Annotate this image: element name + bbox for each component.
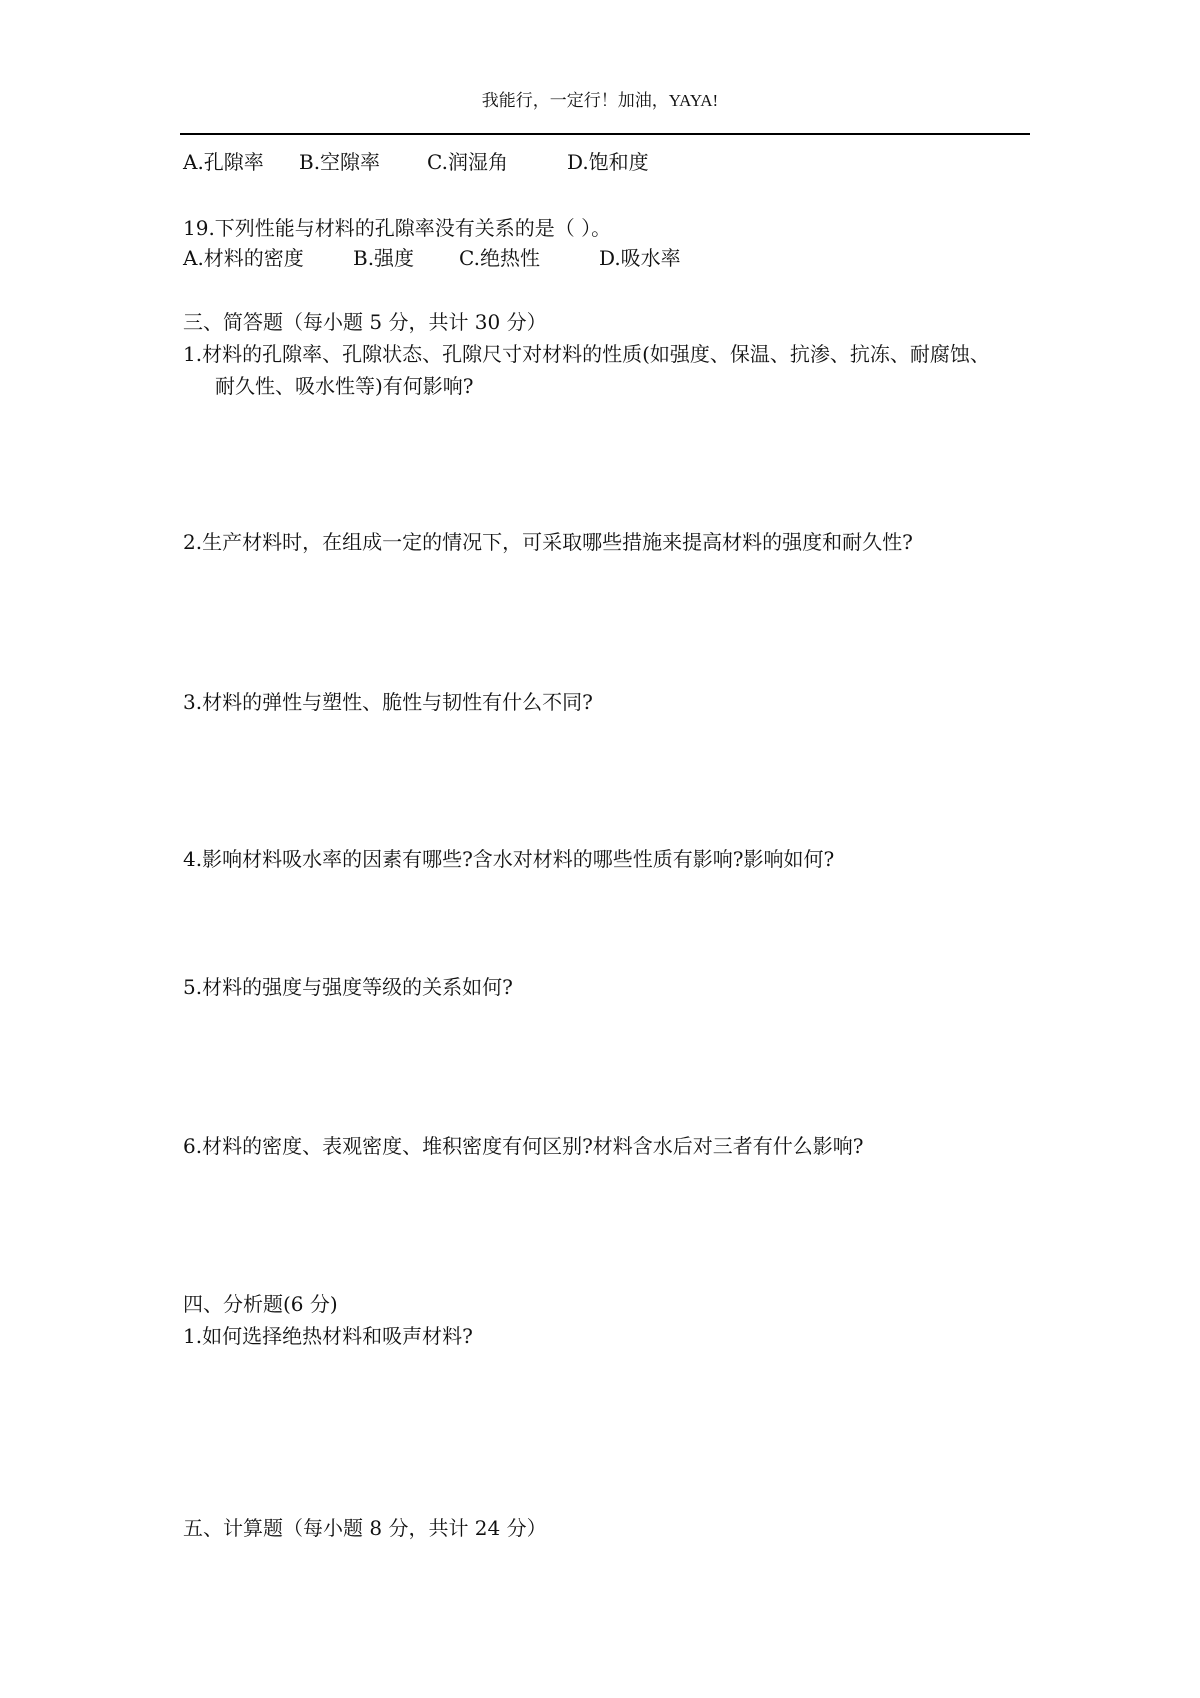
q19-option-a: A.材料的密度 bbox=[183, 246, 304, 270]
section3-title: 三、简答题（每小题 5 分，共计 30 分） bbox=[183, 310, 547, 334]
section3-q4: 4.影响材料吸水率的因素有哪些?含水对材料的哪些性质有影响?影响如何? bbox=[183, 847, 835, 871]
q19-option-b: B.强度 bbox=[353, 246, 415, 270]
section3-q1-line1: 1.材料的孔隙率、孔隙状态、孔隙尺寸对材料的性质(如强度、保温、抗渗、抗冻、耐腐蚀、 bbox=[183, 342, 990, 366]
section3-q2: 2.生产材料时，在组成一定的情况下，可采取哪些措施来提高材料的强度和耐久性? bbox=[183, 530, 913, 554]
section3-q6: 6.材料的密度、表观密度、堆积密度有何区别?材料含水后对三者有什么影响? bbox=[183, 1134, 864, 1158]
q19-option-c: C.绝热性 bbox=[459, 246, 540, 270]
section5-title: 五、计算题（每小题 8 分，共计 24 分） bbox=[183, 1516, 547, 1540]
q18-option-a: A.孔隙率 bbox=[183, 150, 264, 174]
section3-q5: 5.材料的强度与强度等级的关系如何? bbox=[183, 975, 513, 999]
page-header: 我能行，一定行！加油，YAYA! bbox=[481, 91, 719, 110]
q19-option-d: D.吸水率 bbox=[599, 246, 681, 270]
header-rule bbox=[180, 133, 1030, 135]
section3-q1-line2: 耐久性、吸水性等)有何影响? bbox=[215, 374, 474, 398]
section3-q3: 3.材料的弹性与塑性、脆性与韧性有什么不同? bbox=[183, 690, 593, 714]
q18-option-d: D.饱和度 bbox=[567, 150, 649, 174]
q18-option-b: B.空隙率 bbox=[299, 150, 381, 174]
q18-option-c: C.润湿角 bbox=[427, 150, 508, 174]
section4-title: 四、分析题(6 分) bbox=[183, 1292, 338, 1316]
section4-q1: 1.如何选择绝热材料和吸声材料? bbox=[183, 1324, 473, 1348]
q19-question: 19.下列性能与材料的孔隙率没有关系的是（ ）。 bbox=[183, 216, 612, 240]
